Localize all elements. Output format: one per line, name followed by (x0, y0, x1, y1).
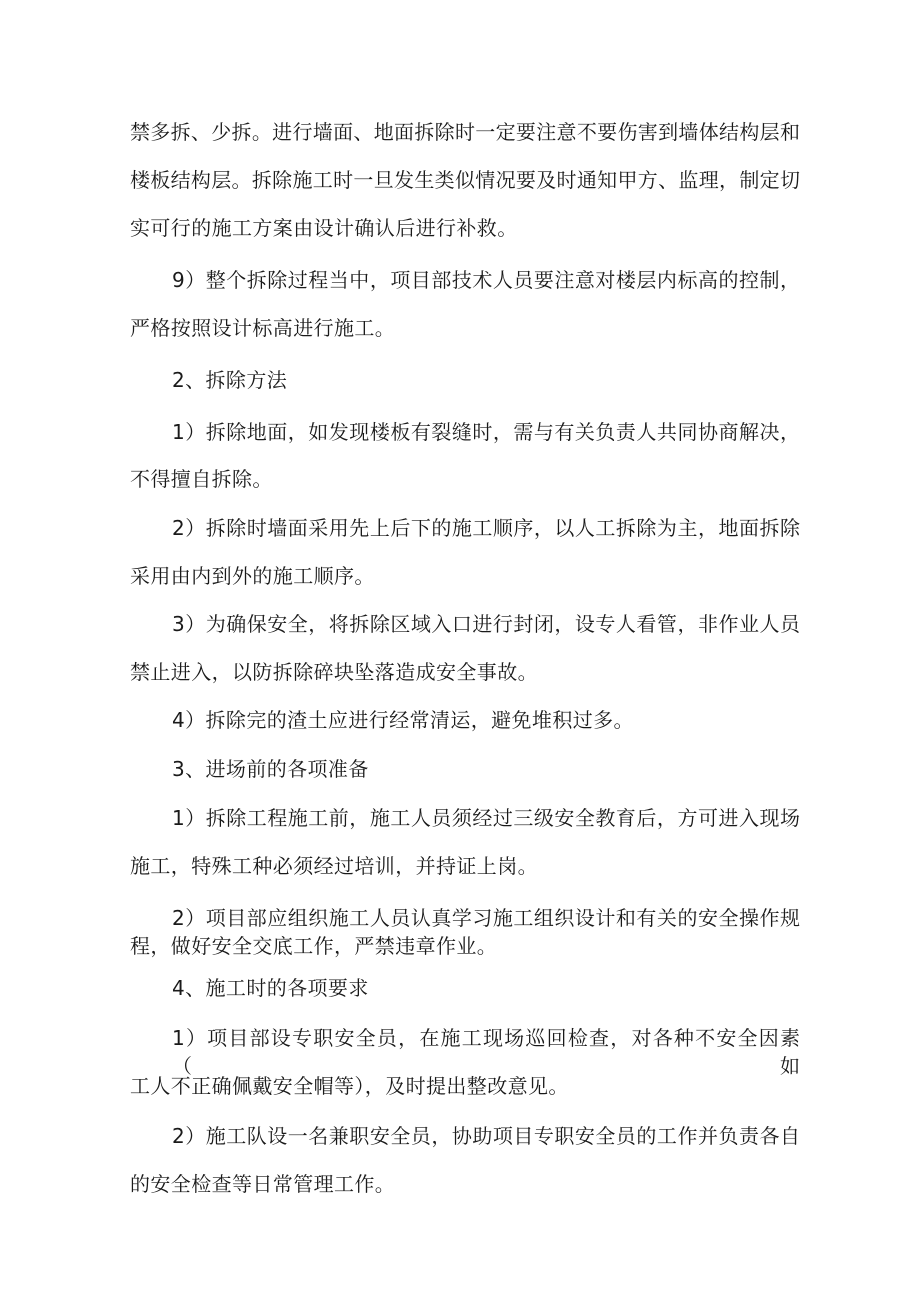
text-line: 的安全检查等日常管理工作。 (130, 1172, 396, 1196)
text-line: 1）拆除地面，如发现楼板有裂缝时，需与有关负责人共同协商解决， (172, 420, 800, 444)
text-line: 2）项目部应组织施工人员认真学习施工组织设计和有关的安全操作规 (172, 906, 800, 930)
text-line: 2）拆除时墙面采用先上后下的施工顺序，以人工拆除为主，地面拆除 (172, 516, 800, 540)
text-line: 禁止进入，以防拆除碎块坠落造成安全事故。 (130, 660, 538, 684)
text-line: 1）拆除工程施工前，施工人员须经过三级安全教育后，方可进入现场 (172, 806, 800, 830)
text-line: 3）为确保安全，将拆除区域入口进行封闭，设专人看管，非作业人员 (172, 612, 800, 636)
text-line: 1）项目部设专职安全员，在施工现场巡回检查，对各种不安全因素（如 (172, 1026, 800, 1078)
text-line: 9）整个拆除过程当中，项目部技术人员要注意对楼层内标高的控制， (172, 268, 800, 292)
text-line: 施工，特殊工种必须经过培训，并持证上岗。 (130, 854, 538, 878)
section-heading: 4、施工时的各项要求 (172, 976, 369, 1000)
text-line: 采用由内到外的施工顺序。 (130, 564, 375, 588)
text-line: 实可行的施工方案由设计确认后进行补救。 (130, 216, 518, 240)
text-line: 工人不正确佩戴安全帽等），及时提出整改意见。 (130, 1074, 569, 1098)
text-line: 不得擅自拆除。 (130, 467, 273, 491)
text-line: 程，做好安全交底工作，严禁违章作业。 (130, 934, 498, 958)
text-line: 严格按照设计标高进行施工。 (130, 316, 396, 340)
text-line: 4）拆除完的渣土应进行经常清运，避免堆积过多。 (172, 708, 634, 732)
section-heading: 2、拆除方法 (172, 368, 288, 392)
section-heading: 3、进场前的各项准备 (172, 757, 369, 781)
text-line: 2）施工队设一名兼职安全员，协助项目专职安全员的工作并负责各自 (172, 1124, 800, 1148)
text-line: 禁多拆、少拆。进行墙面、地面拆除时一定要注意不要伤害到墙体结构层和 (130, 120, 800, 144)
text-line: 楼板结构层。拆除施工时一旦发生类似情况要及时通知甲方、监理，制定切 (130, 168, 800, 192)
